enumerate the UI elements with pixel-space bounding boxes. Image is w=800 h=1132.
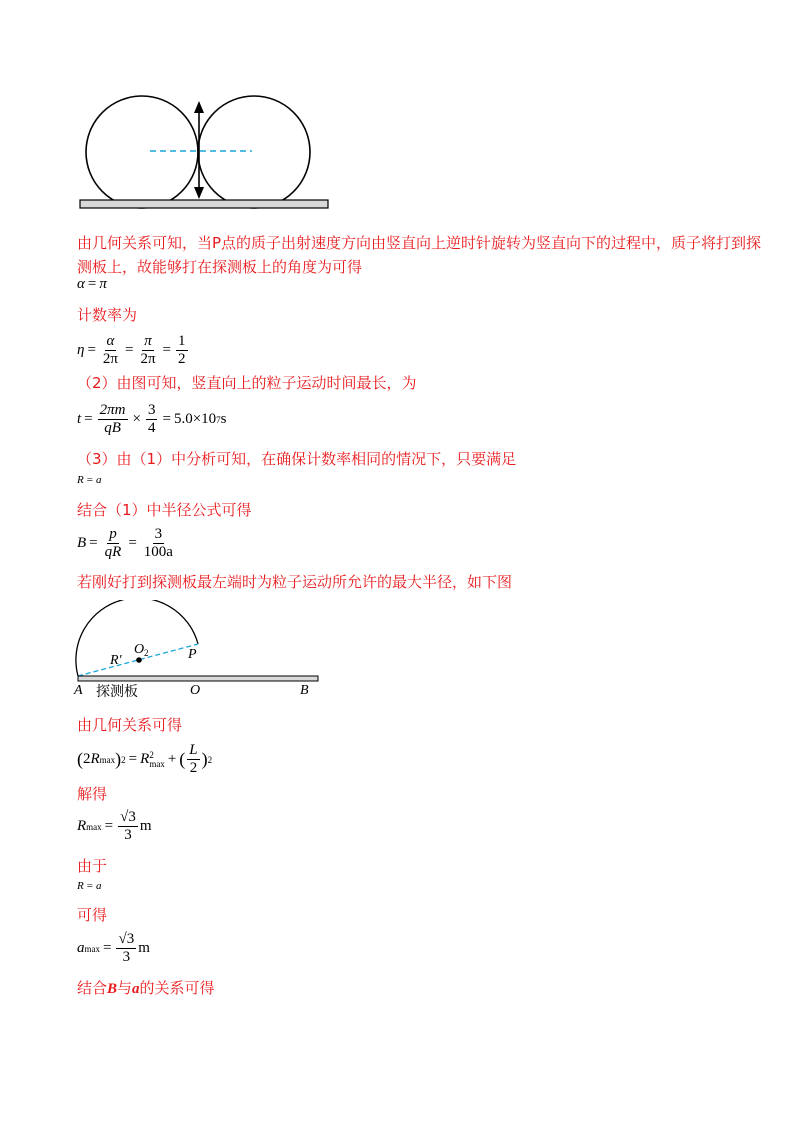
eq-den: qR — [104, 544, 122, 560]
eq-geometry: ( 2 R max ) 2 = R 2 max + ( $\frac{L}{2}$ ) 2 — [77, 742, 213, 776]
eq-num: √3 — [120, 809, 136, 825]
paragraph-11 — [77, 975, 215, 1002]
eq-num: π — [144, 333, 152, 349]
text-span: 的关系可得 — [139, 979, 215, 997]
eq-symbol: R — [77, 474, 84, 486]
eq-exponent: 2 — [207, 754, 213, 765]
eq-r-equals-a: R = a — [77, 474, 102, 486]
eq-symbol: α — [77, 276, 85, 292]
eq-num: 2πm — [99, 402, 126, 418]
eq-exponent: 2 — [121, 754, 126, 765]
text-var-a: a — [132, 981, 140, 997]
paragraph-9: 由于 — [77, 857, 108, 875]
text-span: 结合 — [77, 979, 108, 997]
label-r-prime: R′ — [110, 653, 122, 668]
eq-den: 3 — [122, 949, 131, 965]
eq-value: 5.0×10 — [173, 411, 217, 427]
eq-unit: s — [220, 411, 227, 427]
detector-board — [78, 676, 318, 681]
eq-symbol: π — [99, 276, 107, 292]
eq-symbol: a — [95, 474, 102, 486]
eq-r-equals-a-2: R = a — [77, 880, 102, 892]
text-span: 与 — [117, 979, 133, 997]
paragraph-2: 计数率为 — [77, 306, 138, 324]
paragraph-8: 解得 — [77, 785, 108, 803]
eq-r-max: R max = $\frac{√3}{3}$ m — [77, 809, 152, 843]
eq-symbol: η — [77, 342, 85, 358]
eq-den: qB — [104, 420, 121, 436]
label-a: A — [74, 683, 83, 698]
figure-two-circles — [70, 95, 340, 215]
label-board: 探测板 — [96, 684, 138, 700]
eq-den: 2 — [189, 760, 198, 776]
eq-subscript: max — [149, 758, 165, 769]
left-circle — [86, 96, 198, 208]
figure-semicircle — [70, 600, 330, 704]
eq-num: √3 — [118, 931, 135, 947]
eq-b-field: B = $\frac{p}{qR}$ = $\frac{3}{100a}$ — [77, 526, 173, 560]
right-circle — [198, 96, 310, 208]
eq-unit: m — [139, 818, 152, 834]
eq-exponent: 2 — [149, 749, 154, 760]
eq-den: 2 — [178, 351, 186, 367]
paragraph-10: 可得 — [77, 906, 108, 924]
eq-symbol: a — [77, 940, 85, 956]
label-o2: O — [134, 642, 145, 657]
eq-symbol: R — [77, 818, 87, 834]
eq-symbol: t — [77, 411, 82, 427]
eq-subscript: max — [86, 821, 102, 832]
eq-symbol: a — [95, 880, 102, 892]
label-p: P — [188, 647, 197, 662]
board — [80, 200, 328, 208]
eq-exponent: 7 — [216, 414, 221, 425]
eq-subscript: max — [99, 754, 116, 765]
paragraph-4: （3）由（1）中分析可知，在确保计数率相同的情况下，只要满足 — [77, 450, 517, 468]
eq-a-max: a max = $\frac{√3}{3}$ m — [77, 931, 150, 965]
paragraph-1a: 由几何关系可知，当P点的质子出射速度方向由竖直向上逆时针旋转为竖直向下的过程中，质子将打到探 — [77, 234, 762, 252]
eq-symbol: R — [90, 751, 100, 767]
eq-eta: η = $\frac{\alpha}{2\pi}$ = $\frac{\pi}{2\pi}$ = $\frac{1}{2}$ — [77, 333, 186, 367]
arrow-down-icon — [194, 187, 204, 199]
label-o: O — [190, 683, 201, 698]
eq-den: 2π — [102, 351, 118, 367]
paragraph-5: 结合（1）中半径公式可得 — [77, 501, 252, 519]
label-o2-sub: 2 — [144, 648, 149, 658]
eq-den: 2π — [140, 351, 156, 367]
eq-den: 100a — [143, 544, 173, 560]
eq-alpha-pi: α = π — [77, 276, 107, 292]
eq-num: 3 — [154, 526, 163, 542]
text-var-b: B — [107, 981, 118, 997]
label-b: B — [300, 683, 309, 698]
eq-num: α — [106, 333, 115, 349]
semicircle-arc — [76, 600, 198, 676]
eq-num: p — [109, 526, 117, 542]
center-dot — [136, 657, 142, 663]
eq-time: t = $\frac{2\pi m}{qB}$ × $\frac{3}{4}$ = 5.0×10 7 s — [77, 402, 227, 436]
paragraph-3: （2）由图可知，竖直向上的粒子运动时间最长，为 — [77, 374, 417, 392]
paragraph-7: 由几何关系可得 — [77, 716, 183, 734]
eq-symbol: R — [140, 751, 150, 767]
arrow-up-icon — [194, 101, 204, 113]
eq-symbol: B — [77, 535, 87, 551]
paragraph-1b: 测板上，故能够打在探测板上的角度为可得 — [77, 258, 363, 276]
paragraph-6: 若刚好打到探测板最左端时为粒子运动所允许的最大半径，如下图 — [77, 573, 513, 591]
eq-den: 4 — [147, 420, 156, 436]
eq-num: L — [189, 742, 198, 758]
eq-num: 1 — [178, 333, 186, 349]
eq-subscript: max — [84, 943, 100, 954]
eq-symbol: R — [77, 880, 84, 892]
eq-num: 3 — [147, 402, 156, 418]
eq-den: 3 — [124, 827, 132, 843]
eq-unit: m — [138, 940, 150, 956]
